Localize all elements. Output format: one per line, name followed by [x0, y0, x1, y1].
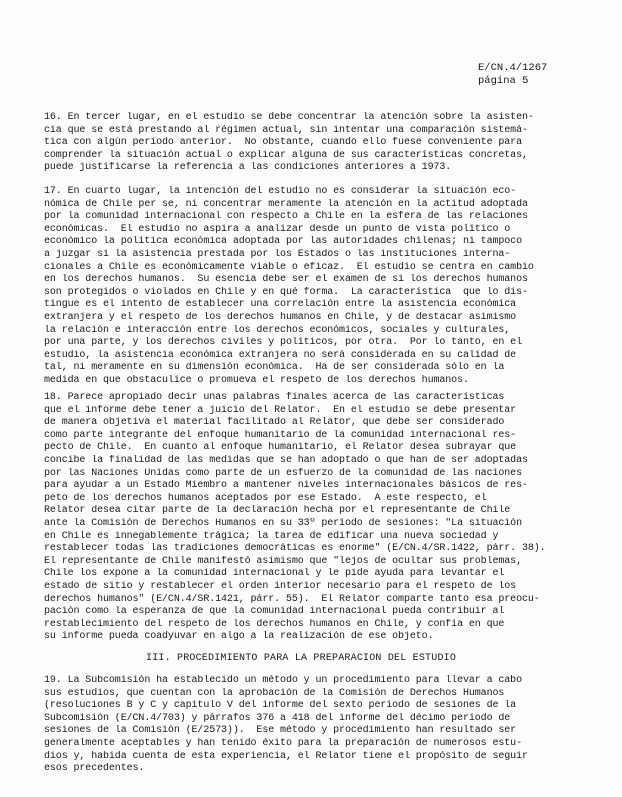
text-line: restablecer todas las tradiciones democráticas es enorme" (E/CN.4/SR.1422, párr. 38). [44, 543, 546, 555]
text-line: en los derechos humanos. Su esencia debe ser el examen de si los derechos humanos [44, 274, 528, 286]
text-line: El representante de Chile manifestó asimismo que "lejos de ocultar sus problemas, [44, 555, 522, 567]
text-line: como parte integrante del enfoque humanitario de la comunidad internacional res- [44, 429, 517, 441]
text-line: esos precedentes. [44, 763, 145, 775]
text-line: 18. Parece apropiado decir unas palabras finales acerca de las características [44, 392, 505, 403]
paragraph-17 [44, 186, 580, 388]
text-line: Relator desea citar parte de la declaración hecha por el representante de Chile [44, 505, 511, 517]
text-line: concibe la finalidad de las medidas que se han adoptado o que han de ser adoptadas [44, 454, 528, 466]
section-heading: III. PROCEDIMIENTO PARA LA PREPARACION DEL ESTUDIO [146, 653, 457, 664]
text-line: de manera objetiva el material facilitado al Relator, que debe ser considerado [44, 417, 505, 429]
text-line: pación como la esperanza de que la comunidad internacional pueda contribuir al [44, 606, 505, 618]
text-line: cia que se está prestando al régimen actual, sin intentar una comparación sistemá- [44, 124, 528, 136]
text-line: (resoluciones B y C y capítulo V del informe del sexto período de sesiones de la [44, 700, 517, 712]
text-line: para ayudar a un Estado Miembro a mantener niveles internacionales básicos de res- [44, 480, 528, 492]
document-header [478, 62, 547, 88]
text-line: por las Naciones Unidas como parte de un esfuerzo de la comunidad de las naciones [44, 467, 522, 479]
text-line: cionales a Chile es económicamente viable o eficaz. El estudio se centra en cambio [44, 261, 534, 273]
paragraph-16 [44, 112, 580, 175]
text-line: sesiones de la Comisión (E/2573)). Ese método y procedimiento han resultado ser [44, 725, 517, 737]
text-line: por la comunidad internacional con respecto a Chile en la esfera de las relaciones [44, 211, 528, 223]
text-line: tal, ni meramente en su dimensión económica. Ha de ser considerada sólo en la [44, 362, 505, 374]
text-line: tica con algún período anterior. No obstante, cuando ello fuese conveniente para [44, 137, 522, 149]
text-line: que el informe debe tener a juicio del Relator. En el estudio se debe presentar [44, 404, 517, 416]
text-line: peto de los derechos humanos aceptados por ese Estado. A este respecto, el [44, 492, 487, 504]
text-line: nómica de Chile per se, ni concentrar meramente la atención en la actitud adoptada [44, 198, 528, 210]
text-line: generalmente aceptables y han tenido éxito para la preparación de numerosos estu- [44, 737, 522, 749]
text-line: restablecimiento del respeto de los derechos humanos en Chile, y confía en que [44, 618, 505, 630]
text-line: derechos humanos" (E/CN.4/SR.1421, párr. 55). El Relator comparte tanto esa preocu- [44, 593, 540, 605]
text-line: por una parte, y los derechos civiles y políticos, por otra. Por lo tanto, en el [44, 337, 522, 349]
text-line: económicas. El estudio no aspira a analizar desde un punto de vista político o [44, 223, 511, 235]
document-symbol: E/CN.4/1267 [478, 62, 548, 74]
text-line: Subcomisión (E/CN.4/703) y párrafos 376 a 418 del informe del décimo período de [44, 712, 511, 724]
text-line: estudio, la asistencia económica extranjera no será considerada en su calidad de [44, 349, 517, 361]
text-line: a juzgar si la asistencia prestada por los Estados o las instituciones interna- [44, 248, 511, 260]
text-line: 16. En tercer lugar, en el estudio se debe concentrar la atención sobre la asisten- [44, 112, 534, 123]
text-line: tingue es el intento de establecer una correlación entre la asistencia económica [44, 299, 517, 311]
text-line: comprender la situación actual o explicar alguna de sus características concretas, [44, 149, 528, 161]
text-line: extranjera y el respeto de los derechos humanos en Chile, y de destacar asimismo [44, 311, 517, 323]
text-line: estado de sitio y restablecer el orden interior necesario para el respeto de los [44, 580, 517, 592]
text-line: en Chile es innegablemente trágica; la tarea de edificar una nueva sociedad y [44, 530, 499, 542]
text-line: puede justificarse la referencia a las condiciones anteriores a 1973. [44, 162, 452, 174]
text-line: económico la política económica adoptada por las autoridades chilenas; ni tampoco [44, 236, 522, 248]
text-line: 19. La Subcomisión ha establecido un método y un procedimiento para llevar a cabo [44, 675, 522, 686]
text-line: medida en que obstaculice o promueva el respeto de los derechos humanos. [44, 374, 469, 386]
paragraph-19 [44, 675, 580, 776]
text-line: 17. En cuarto lugar, la intención del estudio no es considerar la situación eco- [44, 186, 517, 197]
page-number: página 5 [478, 75, 529, 87]
text-line: la relación e interacción entre los derechos económicos, sociales y culturales, [44, 324, 511, 336]
text-line: Chile los expone a la comunidad internacional y le pide ayuda para levantar el [44, 568, 505, 580]
text-line: dios y, habida cuenta de esta experiencia, el Relator tiene el propósito de seguir [44, 750, 528, 762]
text-line: pecto de Chile. En cuanto al enfoque humanitario, el Relator desea subrayar que [44, 442, 517, 454]
text-line: sus estudios, que cuentan con la aprobación de la Comisión de Derechos Humanos [44, 687, 505, 699]
text-line: son protegidos o violados en Chile y en qué forma. La característica que lo dis- [44, 286, 528, 298]
text-line: su informe pueda coadyuvar en algo a la realización de ese objeto. [44, 631, 434, 643]
paragraph-18 [44, 392, 580, 644]
text-line: ante la Comisión de Derechos Humanos en su 33º período de sesiones: "La situación [44, 517, 522, 529]
